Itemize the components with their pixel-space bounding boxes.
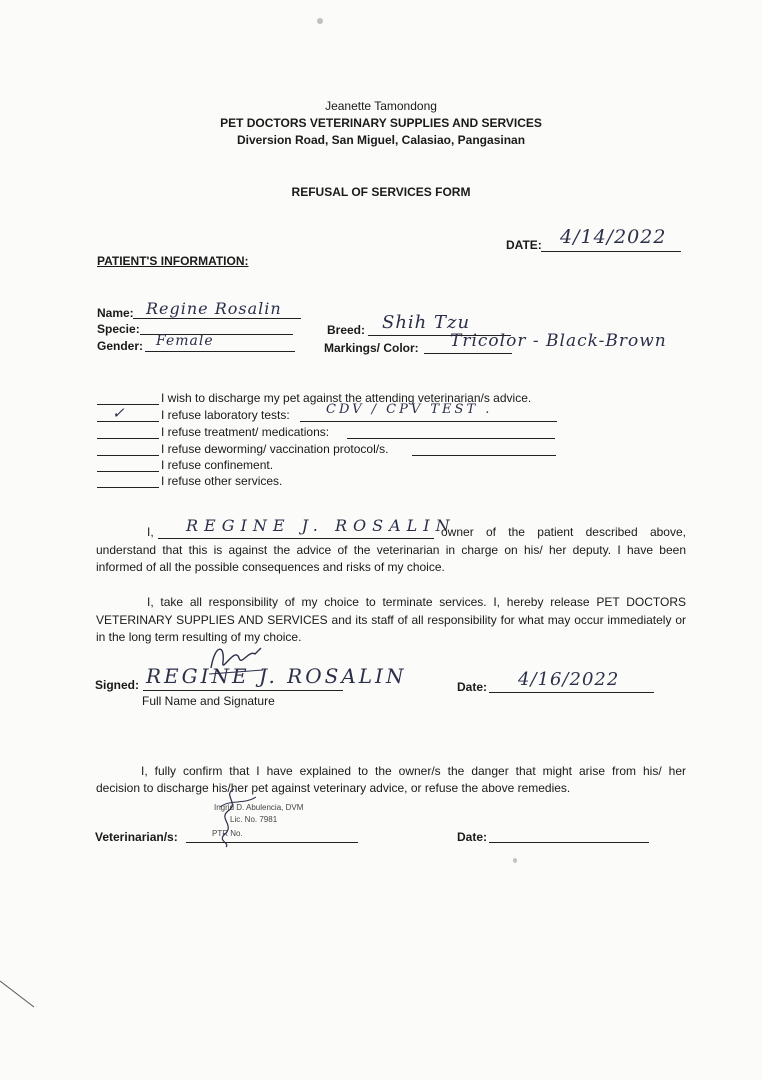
owner-name-line: [158, 538, 434, 539]
signature-scribble: [205, 640, 265, 680]
scan-smudge: [317, 18, 323, 24]
date-value: 4/14/2022: [560, 226, 667, 248]
option-text: I refuse laboratory tests:: [161, 408, 290, 422]
vet-stamp-ptr: PTR No.: [212, 829, 243, 838]
option-detail-line: [412, 455, 556, 456]
gender-line: [145, 351, 295, 352]
option-line: [97, 421, 159, 422]
vet-stamp-name: Ingrid D. Abulencia, DVM: [214, 803, 304, 812]
gender-label: Gender:: [97, 339, 144, 353]
markings-value: Tricolor - Black-Brown: [450, 331, 667, 351]
name-line: [133, 318, 301, 319]
scan-smudge: [513, 858, 517, 863]
vet-stamp-license: Lic. No. 7981: [230, 815, 278, 824]
markings-line: [424, 353, 512, 354]
responsibility-line2: VETERINARY SUPPLIES AND SERVICES and its staff of all responsibility for what may occur immediately or: [96, 613, 686, 627]
option-line: [97, 471, 159, 472]
statement-prefix: I,: [147, 525, 154, 539]
option-detail: CDV / CPV TEST .: [326, 402, 493, 417]
clinic-business-name: PET DOCTORS VETERINARY SUPPLIES AND SERVICES: [220, 116, 542, 130]
option-check-mark: ✓: [112, 404, 126, 422]
option-text: I refuse other services.: [161, 474, 283, 488]
signature-sublabel: Full Name and Signature: [142, 694, 275, 708]
signature-value: REGINE J. ROSALIN: [146, 664, 407, 688]
signature-date-value: 4/16/2022: [518, 669, 620, 690]
option-line: [97, 404, 159, 405]
option-text: I refuse confinement.: [161, 458, 274, 472]
veterinarian-date-label: Date:: [457, 830, 488, 844]
option-text: I refuse treatment/ medications:: [161, 425, 330, 439]
veterinarian-date-line: [489, 842, 649, 843]
option-line: [97, 438, 159, 439]
clinic-owner-name: Jeanette Tamondong: [325, 99, 437, 113]
signed-label: Signed:: [95, 678, 139, 692]
name-value: Regine Rosalin: [146, 299, 282, 318]
markings-label: Markings/ Color:: [324, 341, 419, 355]
vet-signature-scribble: [200, 785, 270, 850]
gender-value: Female: [156, 333, 214, 349]
veterinarian-label: Veterinarian/s:: [95, 830, 178, 844]
option-line: [97, 455, 159, 456]
signature-date-label: Date:: [457, 680, 488, 694]
option-line: [97, 487, 159, 488]
form-title: REFUSAL OF SERVICES FORM: [291, 185, 471, 199]
statement-line2: understand that this is against the advice of the veterinarian in charge on his/ her deputy. I have been: [96, 543, 686, 557]
option-detail-line: [347, 438, 555, 439]
option-detail-line: [300, 421, 557, 422]
date-label: DATE:: [506, 238, 542, 252]
specie-label: Specie:: [97, 322, 140, 336]
option-text: I wish to discharge my pet against the attending veterinarian/s advice.: [161, 391, 532, 405]
owner-name-value: REGINE J. ROSALIN: [186, 516, 456, 535]
confirmation-line1: I, fully confirm that I have explained to the owner/s the danger that might arise from his/ her: [141, 764, 686, 778]
name-label: Name:: [97, 306, 134, 320]
confirmation-line2: decision to discharge his/her pet against veterinary advice, or refuse the above remedies.: [96, 781, 571, 795]
scan-fold-mark: [0, 975, 40, 1015]
statement-line3: informed of all the possible consequences and risks of my choice.: [96, 560, 445, 574]
responsibility-line1: I, take all responsibility of my choice to terminate services. I, hereby release PET DOCTORS: [147, 595, 686, 609]
patient-section-title: PATIENT'S INFORMATION:: [97, 254, 249, 268]
breed-value: Shih Tzu: [382, 312, 471, 333]
date-line: [541, 251, 681, 252]
responsibility-line3: in the long term resulting of my choice.: [96, 630, 302, 644]
statement-line1: owner of the patient described above,: [441, 525, 686, 539]
breed-label: Breed:: [327, 323, 366, 337]
signature-line: [143, 690, 343, 691]
clinic-address: Diversion Road, San Miguel, Calasiao, Pangasinan: [236, 133, 526, 147]
signature-date-line: [489, 692, 654, 693]
option-text: I refuse deworming/ vaccination protocol/s.: [161, 442, 389, 456]
